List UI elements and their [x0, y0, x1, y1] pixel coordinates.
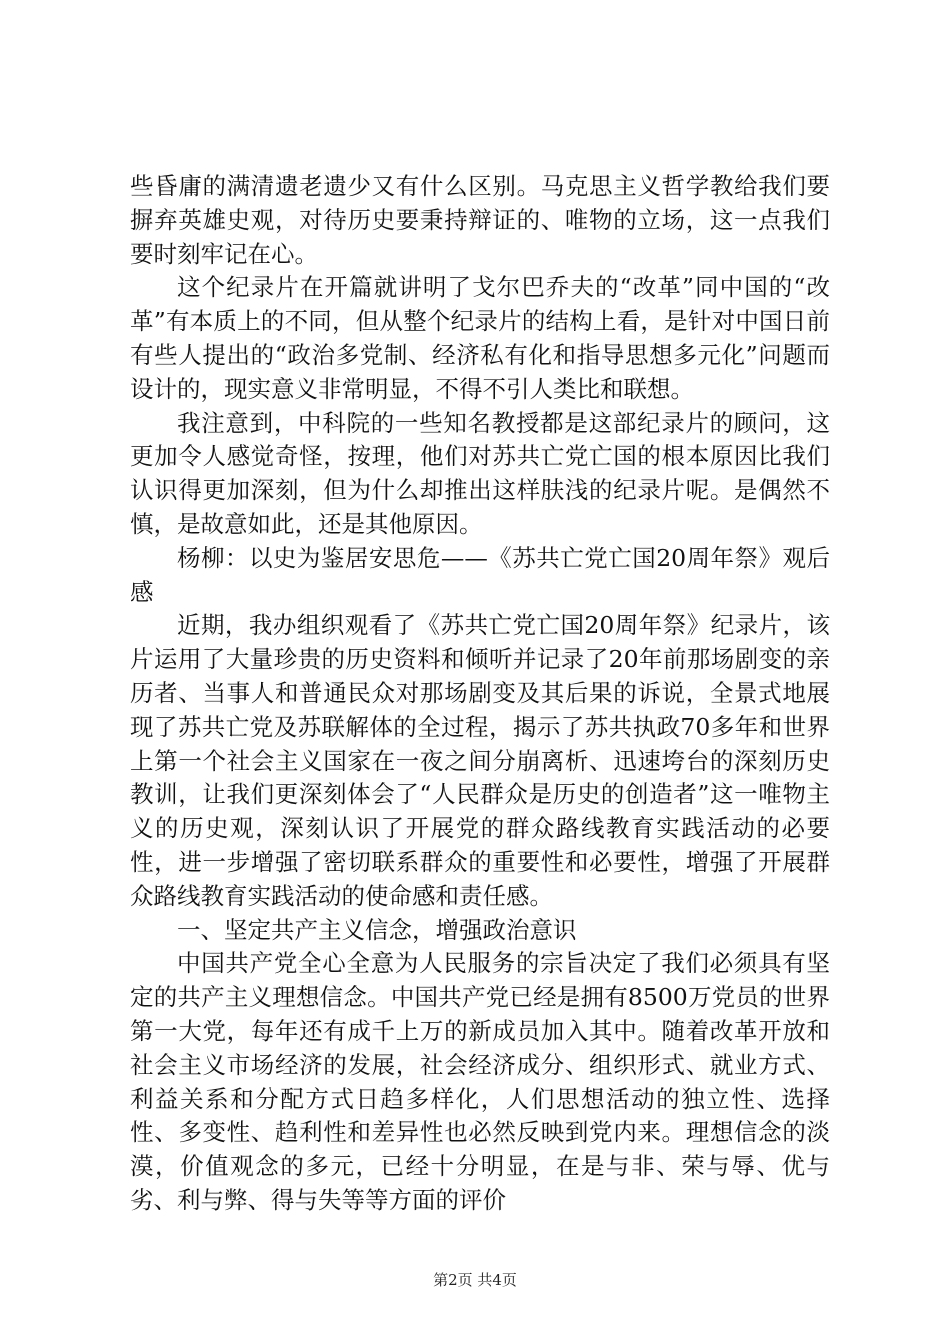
paragraph: 中国共产党全心全意为人民服务的宗旨决定了我们必须具有坚定的共产主义理想信念。中国共产党已经是拥有8500万党员的世界第一大党，每年还有成千上万的新成员加入其中。随着改革开放和社会主义市场经济的发展，社会经济成分、组织形式、就业方式、利益关系和分配方式日趋多样化，人们思想活动的独立性、选择性、多变性、趋利性和差异性也必然反映到党内来。理想信念的淡漠，价值观念的多元，已经十分明显，在是与非、荣与辱、优与劣、利与弊、得与失等等方面的评价 — [130, 949, 830, 1214]
paragraph: 近期，我办组织观看了《苏共亡党亡国20周年祭》纪录片，该片运用了大量珍贵的历史资料和倾听并记录了20年前那场剧变的亲历者、当事人和普通民众对那场剧变及其后果的诉说，全景式地展现了苏共亡党及苏联解体的全过程，揭示了苏共执政70多年和世界上第一个社会主义国家在一夜之间分崩离析、迅速垮台的深刻历史教训，让我们更深刻体会了“人民群众是历史的创造者”这一唯物主义的历史观，深刻认识了开展党的群众路线教育实践活动的必要性，进一步增强了密切联系群众的重要性和必要性，增强了开展群众路线教育实践活动的使命感和责任感。 — [130, 611, 830, 910]
paragraph: 这个纪录片在开篇就讲明了戈尔巴乔夫的“改革”同中国的“改革”有本质上的不同，但从整个纪录片的结构上看，是针对中国日前有些人提出的“政治多党制、经济私有化和指导思想多元化”问题而设计的，现实意义非常明显，不得不引人类比和联想。 — [130, 273, 830, 403]
page-number-label: 第2页 共4页 — [433, 1271, 517, 1289]
document-body — [130, 170, 830, 1218]
paragraph-continuation: 些昏庸的满清遗老遗少又有什么区别。马克思主义哲学教给我们要摒弃英雄史观，对待历史要秉持辩证的、唯物的立场，这一点我们要时刻牢记在心。 — [130, 172, 830, 268]
paragraph: 我注意到，中科院的一些知名教授都是这部纪录片的顾问，这更加令人感觉奇怪，按理，他们对苏共亡党亡国的根本原因比我们认识得更加深刻，但为什么却推出这样肤浅的纪录片呢。是偶然不慎，是故意如此，还是其他原因。 — [130, 408, 830, 538]
page-footer — [0, 1270, 950, 1290]
section-heading: 一、坚定共产主义信念，增强政治意识 — [177, 915, 577, 944]
article-title: 杨柳：以史为鉴居安思危——《苏共亡党亡国20周年祭》观后感 — [130, 543, 830, 606]
